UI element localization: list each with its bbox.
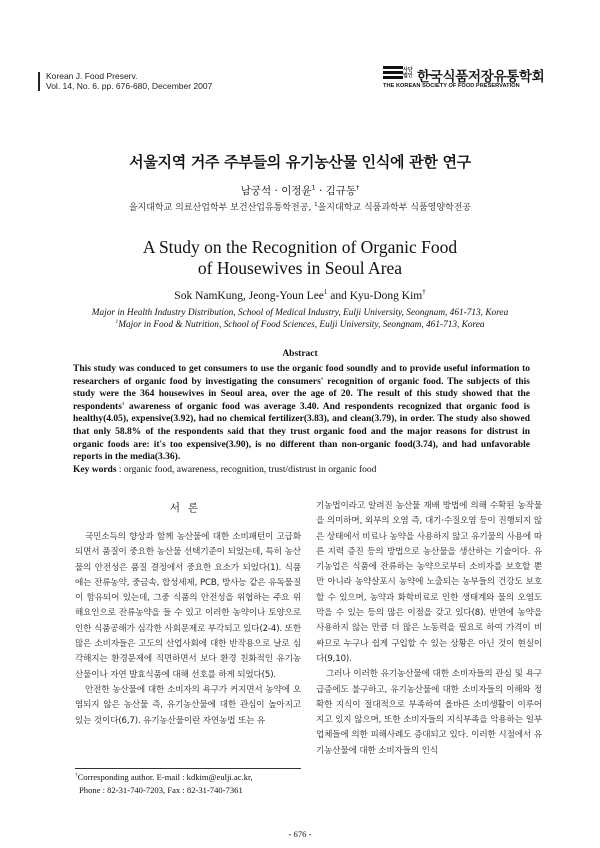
footnote-line-1	[75, 771, 315, 784]
intro-paragraph-2: 안전한 농산물에 대한 소비자의 욕구가 커지면서 농약에 오염되지 않은 농산물 즉, 유기농산물에 대한 관심이 높아지고 있는 것이다(6,7). 유기농산물이란 자연농법 또는 유	[75, 684, 301, 726]
footnote-corresponding: Corresponding author. E-mail : kdkim@eulji.ac.kr,	[77, 772, 253, 782]
korean-affiliation	[0, 200, 600, 213]
english-title	[0, 237, 600, 279]
society-emblem-icon	[383, 66, 403, 81]
society-logo-block	[383, 66, 563, 90]
journal-citation	[46, 71, 212, 91]
english-authors	[0, 290, 600, 302]
korean-title: 서울지역 거주 주부들의 유기농산물 인식에 관한 연구	[129, 153, 471, 171]
korean-author-2: · 김규동	[315, 185, 357, 197]
abstract-heading: Abstract	[282, 349, 318, 359]
intro-paragraph-1: 국민소득의 향상과 함께 농산물에 대한 소비패턴이 고급화되면서 품질이 중요한 농산물 선택기준이 되었는데, 특히 농산물의 안전성은 품질 결정에서 중요한 요소가 되었다(1). 식품에는 잔류농약, 중금속, 합성세제, PCB, 방사능 같은 유독물질이 함유되어 있는데, 그중 식품의 안전성을 위협하는 주요 위해요인으로 잔류농약을 들 수 있고 이러한 농약이나 토양으로 인한 식품공해가 심각한 사회문제로 부각되고 있다(2-4). 또한 많은 소비자들은 고도의 산업사회에 대한 반작용으로 날로 심각해지는 환경문제에 직면하면서 보다 환경 친화적인 유기농산물이나 자연 발효식품에 대해 선호를 하게 되었다(5).	[75, 532, 301, 680]
english-author-2: and Kyu-Dong Kim	[327, 290, 423, 302]
english-affiliation	[0, 307, 600, 331]
citation-bar	[38, 72, 40, 91]
english-title-line-2: of Housewives in Seoul Area	[197, 258, 403, 278]
english-affiliation-2: Major in Food & Nutrition, School of Food Sciences, Eulji University, Seongnam, 461-713, Korea	[118, 320, 485, 330]
society-english-name: THE KOREAN SOCIETY OF FOOD PRESERVATION	[383, 83, 520, 89]
english-title-line-1: A Study on the Recognition of Organic Food	[142, 237, 458, 257]
korean-author-1: 남궁석 · 이정윤	[240, 185, 312, 197]
footnote	[75, 771, 315, 797]
keywords-label: Key words	[73, 465, 117, 475]
right-column	[316, 499, 542, 759]
keywords-text: : organic food, awareness, recognition, trust/distrust in organic food	[116, 465, 377, 475]
footnote-dagger: †	[75, 772, 78, 779]
footnote-line-2: Phone : 82-31-740-7203, Fax : 82-31-740-7361	[79, 785, 243, 795]
society-small-label: 사단법인	[403, 67, 413, 79]
society-korean-name: 한국식품저장유통학회	[417, 69, 545, 85]
english-author-2-mark: †	[422, 289, 426, 297]
section-title-introduction: 서론	[169, 502, 207, 514]
abstract-text: This study was conduced to get consumers to use the organic food soundly and to provide useful information to researchers of organic food by investigating the consumers' recognition of organic food. The subjects of this study were the 364 housewives in Seoul area, over the age of 20. The result of this study showed that the respondents' awareness of organic food was average 3.40. And respondents recognized that organic food is healthy(4.05), expensive(3.92), had no chemical fertilizer(3.83), and clean(3.79), in order. The study also showed that only 58.8% of the respondents said that they trust organic food and the major reasons for distrust in organic foods are: it's too expensive(3.90), is no different than non-organic food(3.74), and had unfavorable reports in the media(3.36).	[73, 364, 530, 463]
english-affiliation-2-row	[0, 319, 600, 331]
keywords	[73, 465, 543, 475]
intro-paragraph-4: 그러나 이러한 유기농산물에 대한 소비자들의 관심 및 욕구 급증에도 불구하고, 유기농산물에 대한 소비자들의 이해와 정확한 지식이 절대적으로 부족하여 올바른 소비생활이 이루어지고 있지 않으며, 또한 소비자들의 지식부족을 악용하는 일부 업체들에 의한 피해사례도 증대되고 있다. 이러한 시점에서 유기농산물에 대한 소비자들의 인식	[316, 669, 542, 756]
english-author-1-mark: 1	[323, 289, 328, 297]
left-column	[75, 530, 301, 729]
english-affiliation-1: Major in Health Industry Distribution, School of Medical Industry, Eulji University, Seongnam, 461-713, Korea	[91, 308, 509, 318]
footnote-rule	[75, 768, 301, 769]
journal-volume: Vol. 14, No. 6. pp. 676-680, December 2007	[46, 81, 213, 91]
page-number: - 676 -	[288, 829, 312, 839]
intro-paragraph-3: 기농법이라고 알려진 농산물 재배 방법에 의해 수확된 농작물을 의미하며, 외부의 오염 즉, 대기·수질오염 등이 진행되지 않은 상태에서 비료나 농약을 사용하지 않고 유기물의 사용에 따른 지력 증진 등의 방법으로 농산물을 생산하는 기술이다. 유기농업은 식품에 잔류하는 농약으로부터 소비자를 보호할 뿐만 아니라 농약살포시 농약에 노출되는 농부들의 건강도 보호할 수 있으며, 농약과 화학비료로 인한 생태계와 물의 오염도 막을 수 있는 등의 많은 이점을 갖고 있다(8). 반면에 농약을 사용하지 않는 만큼 더 많은 노동력을 필요로 하여 가격이 비싸므로 누구나 쉽게 구입할 수 있는 상황은 아닌 것이 현실이다(9,10).	[316, 501, 542, 664]
korean-author-1-mark: 1	[311, 184, 316, 192]
korean-affiliation-2: 을지대학교 식품과학부 식품영양학전공	[317, 203, 472, 213]
journal-name: Korean J. Food Preserv.	[46, 71, 138, 81]
english-affiliation-mark: 1	[115, 318, 119, 325]
korean-author-2-mark: †	[356, 184, 360, 192]
korean-authors	[0, 183, 600, 198]
korean-affiliation-1: 을지대학교 의료산업학부 보건산업유통학전공,	[128, 203, 315, 213]
english-author-1: Sok NamKung, Jeong-Youn Lee	[174, 290, 324, 302]
korean-affiliation-mark: 1	[314, 202, 318, 208]
